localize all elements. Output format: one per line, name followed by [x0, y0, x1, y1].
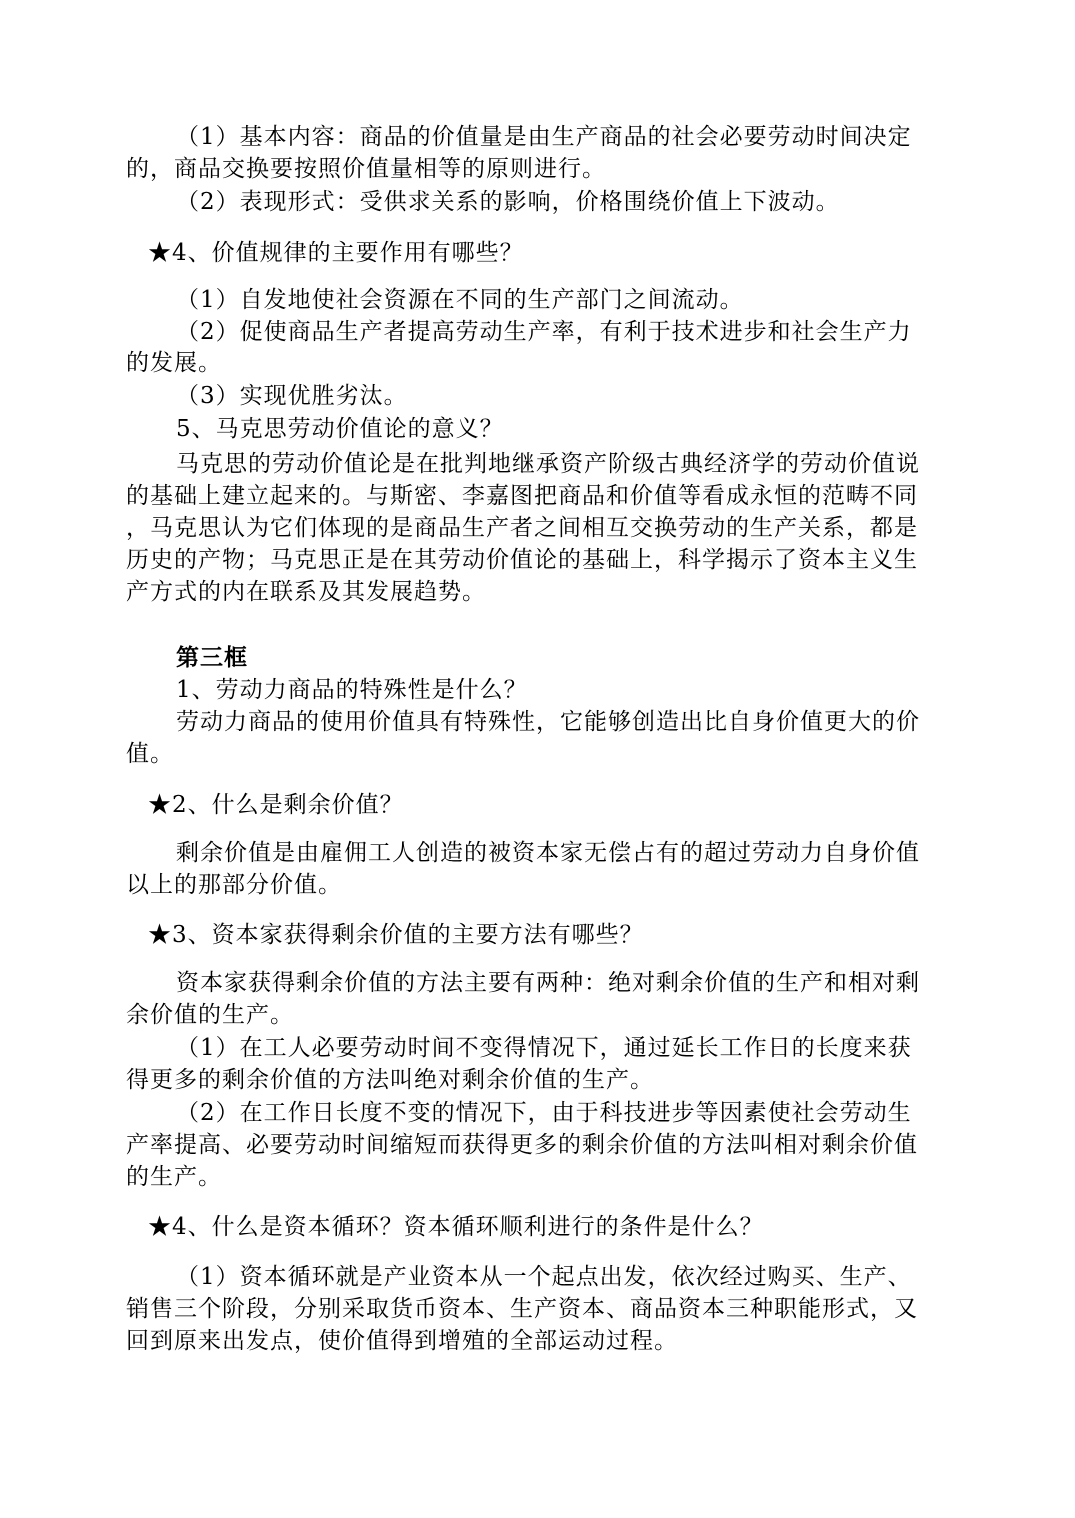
text-line: 产率提高、必要劳动时间缩短而获得更多的剩余价值的方法叫相对剩余价值 — [126, 1132, 918, 1158]
text-line: 产方式的内在联系及其发展趋势。 — [126, 579, 486, 605]
text-line: 的基础上建立起来的。与斯密、李嘉图把商品和价值等看成永恒的范畴不同 — [126, 483, 918, 509]
text-line: （2）在工作日长度不变的情况下，由于科技进步等因素使社会劳动生 — [176, 1100, 912, 1126]
text-line: （1）基本内容：商品的价值量是由生产商品的社会必要劳动时间决定 — [176, 124, 912, 150]
question-heading: ★4、价值规律的主要作用有哪些？ — [148, 240, 524, 266]
question-heading: ★2、什么是剩余价值？ — [148, 792, 404, 818]
section-heading: 第三框 — [176, 645, 248, 671]
text-line: ，马克思认为它们体现的是商品生产者之间相互交换劳动的生产关系，都是 — [126, 515, 918, 541]
text-line: 剩余价值是由雇佣工人创造的被资本家无偿占有的超过劳动力自身价值 — [176, 840, 920, 866]
text-line: 的发展。 — [126, 350, 222, 376]
question-heading: 5、马克思劳动价值论的意义？ — [176, 416, 504, 442]
text-line: 以上的那部分价值。 — [126, 872, 342, 898]
text-line: 马克思的劳动价值论是在批判地继承资产阶级古典经济学的劳动价值说 — [176, 451, 920, 477]
question-heading: ★4、什么是资本循环？资本循环顺利进行的条件是什么？ — [148, 1214, 764, 1240]
text-line: 余价值的生产。 — [126, 1002, 294, 1028]
text-line: 劳动力商品的使用价值具有特殊性，它能够创造出比自身价值更大的价 — [176, 709, 920, 735]
text-line: 回到原来出发点，使价值得到增殖的全部运动过程。 — [126, 1328, 678, 1354]
text-line: （1）自发地使社会资源在不同的生产部门之间流动。 — [176, 287, 744, 313]
text-line: 资本家获得剩余价值的方法主要有两种：绝对剩余价值的生产和相对剩 — [176, 970, 920, 996]
text-line: 历史的产物；马克思正是在其劳动价值论的基础上，科学揭示了资本主义生 — [126, 547, 918, 573]
text-line: 值。 — [126, 741, 174, 767]
text-line: 的，商品交换要按照价值量相等的原则进行。 — [126, 156, 606, 182]
text-line: 销售三个阶段，分别采取货币资本、生产资本、商品资本三种职能形式，又 — [126, 1296, 918, 1322]
text-line: （2）促使商品生产者提高劳动生产率，有利于技术进步和社会生产力 — [176, 319, 912, 345]
text-line: 得更多的剩余价值的方法叫绝对剩余价值的生产。 — [126, 1067, 654, 1093]
question-heading: ★3、资本家获得剩余价值的主要方法有哪些？ — [148, 922, 644, 948]
text-line: （1）资本循环就是产业资本从一个起点出发，依次经过购买、生产、 — [176, 1264, 912, 1290]
text-line: （1）在工人必要劳动时间不变得情况下，通过延长工作日的长度来获 — [176, 1035, 912, 1061]
question-heading: 1、劳动力商品的特殊性是什么？ — [176, 677, 528, 703]
text-line: 的生产。 — [126, 1164, 222, 1190]
text-line: （2）表现形式：受供求关系的影响，价格围绕价值上下波动。 — [176, 189, 840, 215]
text-line: （3）实现优胜劣汰。 — [176, 383, 408, 409]
